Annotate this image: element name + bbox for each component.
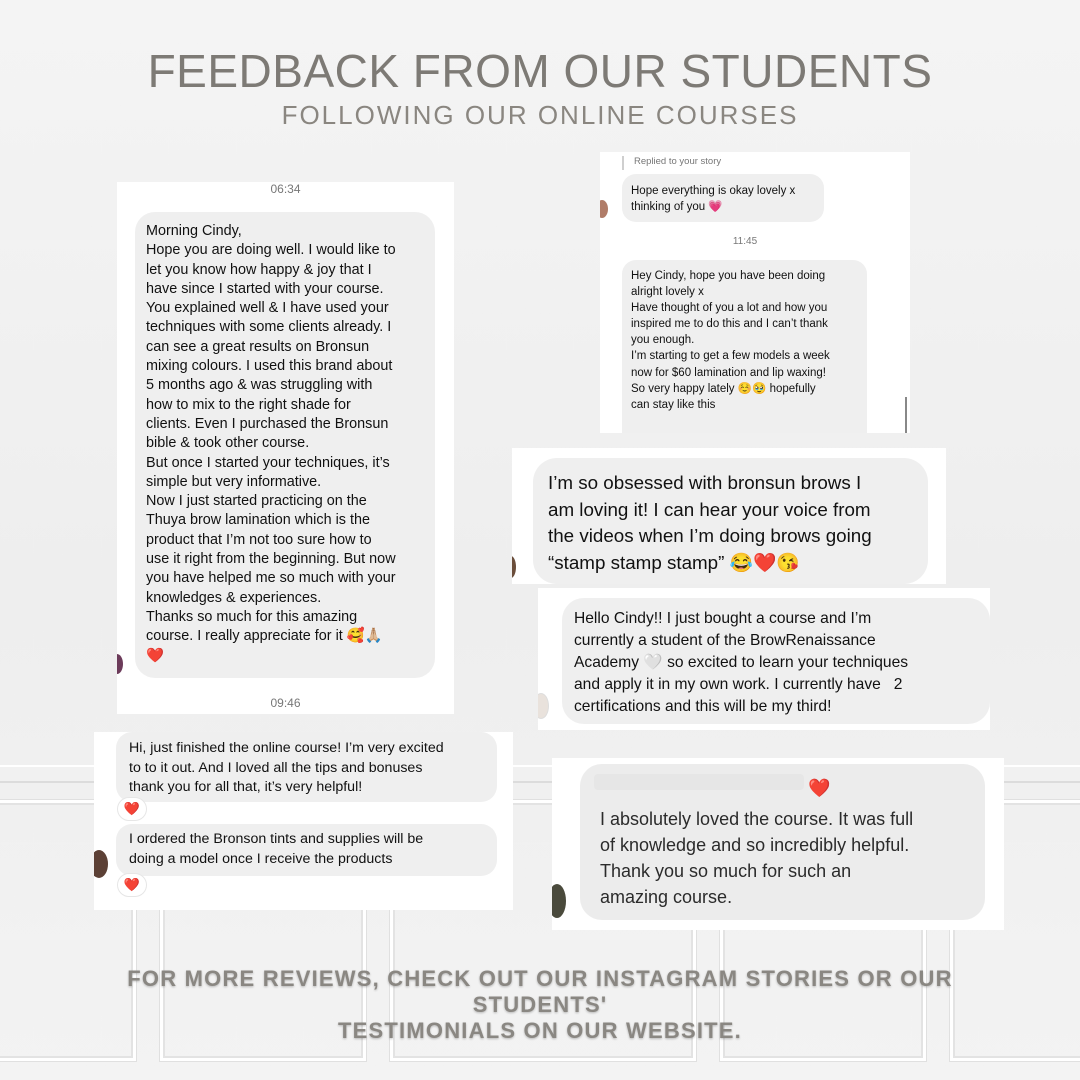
message-text [574, 608, 908, 718]
message-line: you have helped me so much with your [146, 570, 396, 587]
message-text [129, 830, 423, 869]
sender-avatar [600, 200, 608, 218]
message-line: am loving it! I can hear your voice from [548, 498, 871, 520]
message-line: Thuya brow lamination which is the [146, 512, 370, 529]
message-text [129, 739, 444, 798]
testimonial-card-3 [512, 448, 946, 584]
message-line: now for $60 lamination and lip waxing! [631, 366, 826, 379]
message-line: knowledges & experiences. [146, 589, 322, 606]
sender-avatar [538, 694, 548, 718]
message-line: Hope you are doing well. I would like to [146, 242, 396, 259]
message-line: Academy 🤍 so excited to learn your techniques [574, 654, 909, 671]
footer-line-1: FOR MORE REVIEWS, CHECK OUT OUR INSTAGRAM STORIES OR OUR STUDENTS' [127, 966, 953, 1017]
message-line: can stay like this [631, 398, 716, 411]
heart-reaction[interactable]: ❤️ [118, 798, 146, 820]
message-line: clients. Even I purchased the Bronsun [146, 415, 389, 432]
message-line: techniques with some clients already. I [146, 319, 392, 336]
message-line: and apply it in my own work. I currently have 2 [574, 676, 903, 693]
testimonial-card-5 [94, 732, 513, 910]
message-line: let you know how happy & joy that I [146, 261, 372, 278]
message-line: product that I’m not too sure how to [146, 531, 372, 548]
message-line: how to mix to the right shade for [146, 396, 351, 413]
message-sender-redacted [594, 774, 804, 790]
testimonial-card-6 [552, 758, 1004, 930]
page-title: FEEDBACK FROM OUR STUDENTS [147, 45, 933, 97]
message-line: “stamp stamp stamp” 😂❤️😘 [548, 551, 800, 573]
message-line: inspired me to do this and I can’t thank [631, 318, 828, 331]
heart-reaction: ❤️ [808, 778, 831, 798]
message-text [146, 222, 396, 666]
message-bubble [116, 824, 497, 876]
footer-line-2: TESTIMONIALS ON OUR WEBSITE. [338, 1018, 742, 1043]
message-line: ❤️ [146, 647, 164, 664]
story-message-bubble [622, 174, 824, 222]
testimonial-card-2 [600, 152, 910, 433]
message-line: Morning Cindy, [146, 223, 242, 239]
story-reply-indicator [622, 156, 624, 170]
message-line: Have thought of you a lot and how you [631, 302, 828, 315]
heart-reaction[interactable]: ❤️ [118, 874, 146, 896]
message-bubble [533, 458, 928, 584]
message-line: I absolutely loved the course. It was full [600, 809, 914, 829]
message-bubble [116, 732, 497, 802]
footer-note [60, 966, 1020, 1044]
message-line: Thanks so much for this amazing [146, 608, 358, 625]
message-line: simple but very informative. [146, 473, 322, 490]
message-line: 5 months ago & was struggling with [146, 377, 373, 394]
message-line: I ordered the Bronson tints and supplies will be [129, 831, 424, 847]
message-line: you enough. [631, 334, 695, 347]
message-line: amazing course. [600, 887, 733, 907]
message-line: course. I really appreciate for it 🥰🙏🏼 [146, 628, 383, 645]
message-line: I’m so obsessed with bronsun brows I [548, 472, 862, 493]
message-timestamp: 11:45 [732, 236, 758, 247]
message-line: thinking of you 💗 [631, 201, 723, 213]
testimonial-card-4 [538, 588, 990, 730]
message-line: currently a student of the BrowRenaissance [574, 632, 876, 649]
message-line: Now I just started practicing on the [146, 493, 367, 510]
message-line: Hi, just finished the online course! I’m very excited [129, 740, 444, 756]
message-line: You explained well & I have used your [146, 300, 389, 317]
message-text [631, 268, 830, 413]
message-line: the videos when I’m doing brows going [548, 525, 872, 546]
message-bubble [622, 260, 867, 433]
page-subtitle: FOLLOWING OUR ONLINE COURSES [281, 100, 799, 130]
story-message-text [631, 183, 795, 215]
message-line: Hope everything is okay lovely x [631, 185, 796, 197]
message-timestamp: 09:46 [270, 696, 301, 710]
message-line: have since I started with your course. [146, 280, 384, 297]
message-line: mixing colours. I used this brand about [146, 358, 393, 375]
message-line: Thank you so much for such an [600, 861, 852, 881]
message-line: Hello Cindy!! I just bought a course and I’m [574, 610, 872, 627]
message-line: doing a model once I receive the products [129, 850, 393, 867]
sender-avatar [512, 556, 516, 578]
message-line: So very happy lately ☺️🥹 hopefully [631, 382, 816, 395]
message-line: I’m starting to get a few models a week [631, 350, 830, 363]
message-line: bible & took other course. [146, 435, 310, 452]
sender-avatar [552, 884, 566, 918]
message-line: of knowledge and so incredibly helpful. [600, 835, 910, 855]
message-line: can see a great results on Bronsun [146, 338, 370, 355]
testimonial-card-1 [117, 182, 454, 714]
message-line: certifications and this will be my third! [574, 698, 832, 715]
message-line: to to it out. And I loved all the tips and bonuses [129, 759, 423, 776]
message-bubble [562, 598, 990, 724]
sender-avatar [94, 850, 108, 878]
story-reply-label: Replied to your story [634, 156, 722, 167]
message-bubble [580, 764, 985, 920]
message-line: thank you for all that, it’s very helpful! [129, 779, 363, 796]
sender-avatar [117, 654, 123, 674]
message-bubble [135, 212, 435, 678]
message-line: alright lovely x [631, 286, 704, 299]
message-line: But once I started your techniques, it’s [146, 454, 390, 471]
scrollbar[interactable] [905, 397, 907, 433]
message-text [548, 470, 872, 576]
message-timestamp: 06:34 [270, 182, 301, 196]
message-line: use it right from the beginning. But now [146, 551, 396, 568]
message-line: Hey Cindy, hope you have been doing [631, 270, 826, 282]
message-text [600, 806, 913, 910]
